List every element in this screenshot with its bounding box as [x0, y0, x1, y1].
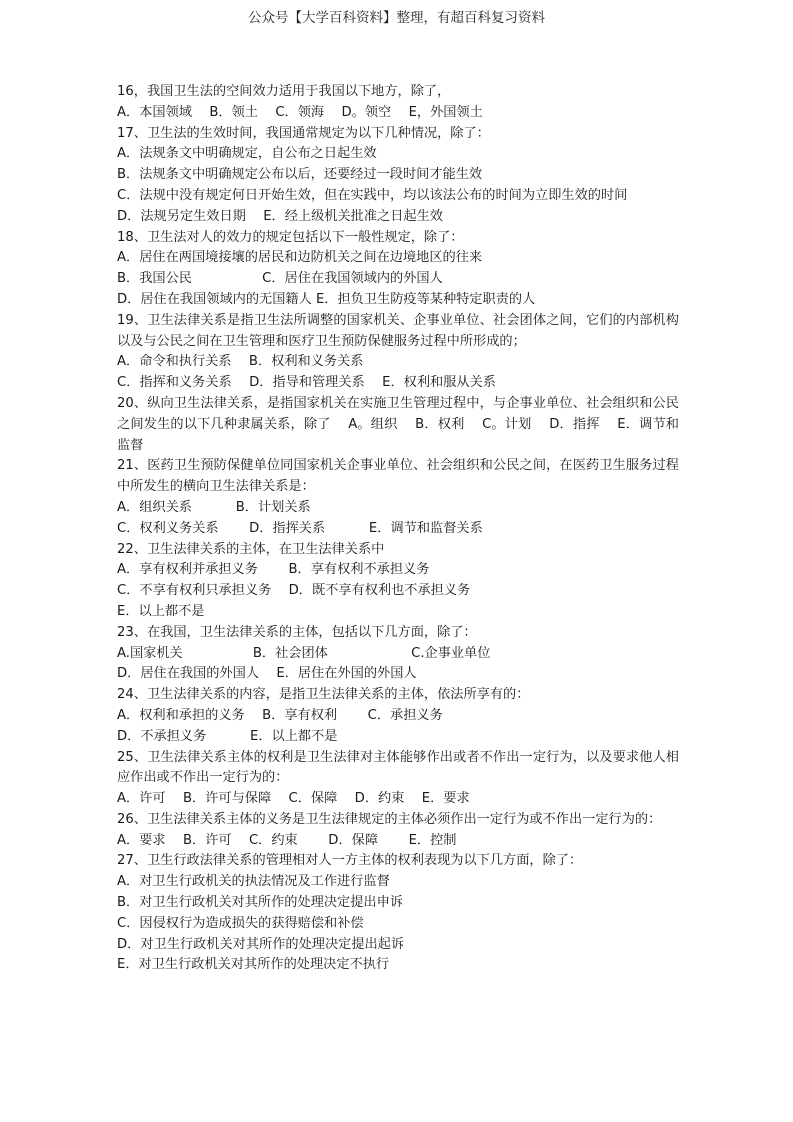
page-header: 公众号【大学百科资料】整理，有超百科复习资料: [248, 10, 545, 26]
question-26: 26、卫生法律关系主体的义务是卫生法律规定的主体必须作出一定行为或不作出一定行为的：: [117, 811, 662, 827]
options-22ab: A．享有权利并承担义务 B．享有权利不承担义务: [117, 562, 430, 578]
option-27c: C．因侵权行为造成损失的获得赔偿和补偿: [117, 915, 364, 931]
question-22: 22、卫生法律关系的主体，在卫生法律关系中: [117, 541, 385, 557]
question-19: 19、卫生法律关系是指卫生法所调整的国家机关、企事业单位、社会团体之间，它们的内部机构以及与公民之间在卫生管理和医疗卫生预防保健服务过程中所形成的；: [117, 312, 679, 349]
options-21cde: C．权利义务关系 D．指挥关系 E．调节和监督关系: [117, 520, 483, 536]
option-22e: E．以上都不是: [117, 603, 205, 619]
options-22cd: C．不享有权利只承担义务 D．既不享有权利也不承担义务: [117, 583, 471, 599]
options-21ab: A．组织关系 B．计划关系: [117, 499, 311, 515]
question-20: 20、纵向卫生法律关系，是指国家机关在实施卫生管理过程中，与企事业单位、社会组织和公民之间发生的以下几种隶属关系，除了 A。组织 B．权利 C。计划 D．指挥 E．调节和监督: [117, 395, 679, 453]
option-27b: B．对卫生行政机关对其所作的处理决定提出申诉: [117, 895, 403, 911]
options-19cde: C．指挥和义务关系 D．指导和管理关系 E．权利和服从关系: [117, 375, 496, 391]
options-23abc: A.国家机关 B．社会团体 C.企事业单位: [117, 645, 491, 661]
option-27a: A．对卫生行政机关的执法情况及工作进行监督: [117, 874, 390, 890]
options-17de: D．法规另定生效日期 E．经上级机关批准之日起生效: [117, 208, 443, 224]
question-18: 18、卫生法对人的效力的规定包括以下一般性规定，除了：: [117, 229, 464, 245]
options-16: A．本国领域 B．领土 C．领海 D。领空 E，外国领土: [117, 104, 483, 120]
option-17c: C．法规中没有规定何日开始生效，但在实践中，均以该法公布的时间为立即生效的时间: [117, 187, 628, 203]
option-17b: B．法规条文中明确规定公布以后，还要经过一段时间才能生效: [117, 167, 483, 183]
options-18bc: B．我国公民 C．居住在我国领域内的外国人: [117, 271, 443, 287]
option-27d: D．对卫生行政机关对其所作的处理决定提出起诉: [117, 936, 405, 952]
question-27: 27、卫生行政法律关系的管理相对人一方主体的权利表现为以下几方面，除了：: [117, 853, 583, 869]
option-17a: A．法规条文中明确规定，自公布之日起生效: [117, 146, 377, 162]
question-23: 23、在我国，卫生法律关系的主体，包括以下几方面，除了：: [117, 624, 477, 640]
options-19ab: A．命令和执行关系 B．权利和义务关系: [117, 354, 364, 370]
options-26: A．要求 B．许可 C．约束 D．保障 E．控制: [117, 832, 457, 848]
question-21: 21、医药卫生预防保健单位同国家机关企事业单位、社会组织和公民之间，在医药卫生服务过程中所发生的横向卫生法律关系是：: [117, 458, 679, 495]
option-18a: A．居住在两国境接壤的居民和边防机关之间在边境地区的往来: [117, 250, 483, 266]
question-24: 24、卫生法律关系的内容，是指卫生法律关系的主体，依法所享有的：: [117, 687, 530, 703]
options-24de: D．不承担义务 E．以上都不是: [117, 728, 338, 744]
options-18de: D．居住在我国领域内的无国籍人 E．担负卫生防疫等某种特定职责的人: [117, 291, 536, 307]
question-17: 17、卫生法的生效时间，我国通常规定为以下几种情况，除了：: [117, 125, 490, 141]
options-24abc: A．权利和承担的义务 B．享有权利 C．承担义务: [117, 707, 443, 723]
option-27e: E．对卫生行政机关对其所作的处理决定不执行: [117, 957, 390, 973]
question-list: [117, 82, 679, 976]
options-23de: D．居住在我国的外国人 E．居住在外国的外国人: [117, 666, 417, 682]
options-25: A．许可 B．许可与保障 C．保障 D．约束 E．要求: [117, 791, 470, 807]
question-25: 25、卫生法律关系主体的权利是卫生法律对主体能够作出或者不作出一定行为，以及要求他人相应作出或不作出一定行为的：: [117, 749, 679, 786]
question-16: 16，我国卫生法的空间效力适用于我国以下地方，除了，: [117, 84, 451, 99]
